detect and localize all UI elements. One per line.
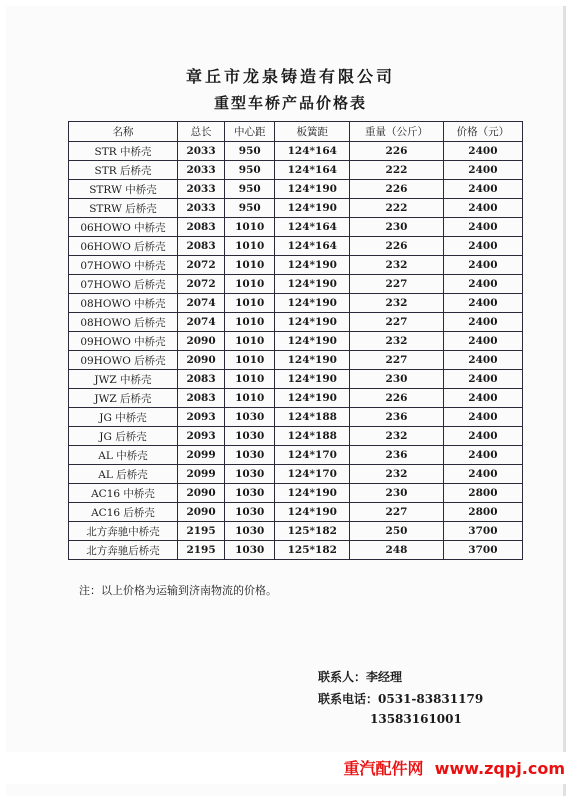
table-cell: 124*190 bbox=[275, 275, 350, 294]
table-cell: 124*164 bbox=[275, 237, 350, 256]
table-cell: 124*190 bbox=[275, 484, 350, 503]
table-cell: 2400 bbox=[443, 275, 522, 294]
table-cell: 2083 bbox=[178, 237, 225, 256]
table-cell: 2090 bbox=[178, 503, 225, 522]
price-note: 注：以上价格为运输到济南物流的价格。 bbox=[79, 584, 277, 597]
product-name-cell: 06HOWO 中桥壳 bbox=[69, 218, 178, 237]
table-cell: 2400 bbox=[443, 237, 522, 256]
column-header: 重量（公斤） bbox=[350, 122, 444, 142]
table-row bbox=[69, 275, 523, 294]
table-row bbox=[69, 199, 523, 218]
table-cell: 124*190 bbox=[275, 351, 350, 370]
table-cell: 2400 bbox=[443, 161, 522, 180]
table-cell: 124*164 bbox=[275, 218, 350, 237]
table-cell: 2400 bbox=[443, 294, 522, 313]
table-cell: 1030 bbox=[225, 446, 275, 465]
table-cell: 2072 bbox=[178, 275, 225, 294]
table-cell: 222 bbox=[350, 199, 444, 218]
table-cell: 2074 bbox=[178, 294, 225, 313]
table-cell: 232 bbox=[350, 332, 444, 351]
table-cell: 2400 bbox=[443, 427, 522, 446]
product-name-cell: 北方奔驰中桥壳 bbox=[69, 522, 178, 541]
company-name: 章丘市龙泉铸造有限公司 bbox=[185, 67, 395, 86]
table-cell: 3700 bbox=[443, 541, 522, 560]
table-cell: 950 bbox=[225, 161, 275, 180]
table-cell: 232 bbox=[350, 256, 444, 275]
table-cell: 222 bbox=[350, 161, 444, 180]
watermark-url: www.zqpj.com bbox=[434, 759, 565, 778]
table-cell: 124*164 bbox=[275, 142, 350, 161]
table-cell: 226 bbox=[350, 389, 444, 408]
table-row bbox=[69, 256, 523, 275]
table-cell: 2033 bbox=[178, 199, 225, 218]
table-cell: 2033 bbox=[178, 180, 225, 199]
product-name-cell: JWZ 后桥壳 bbox=[69, 389, 178, 408]
table-cell: 1010 bbox=[225, 313, 275, 332]
table-cell: 1030 bbox=[225, 484, 275, 503]
table-cell: 3700 bbox=[443, 522, 522, 541]
table-cell: 2400 bbox=[443, 142, 522, 161]
table-cell: 1010 bbox=[225, 256, 275, 275]
contact-mobile: 13583161001 bbox=[370, 712, 462, 726]
table-cell: 2090 bbox=[178, 351, 225, 370]
product-name-cell: 08HOWO 后桥壳 bbox=[69, 313, 178, 332]
watermark-bar bbox=[0, 752, 581, 784]
table-cell: 232 bbox=[350, 294, 444, 313]
table-cell: 2083 bbox=[178, 218, 225, 237]
table-row bbox=[69, 389, 523, 408]
table-cell: 124*190 bbox=[275, 370, 350, 389]
table-cell: 2083 bbox=[178, 370, 225, 389]
table-cell: 2400 bbox=[443, 351, 522, 370]
table-cell: 1010 bbox=[225, 370, 275, 389]
table-cell: 1030 bbox=[225, 541, 275, 560]
table-row bbox=[69, 503, 523, 522]
table-cell: 1010 bbox=[225, 294, 275, 313]
table-cell: 226 bbox=[350, 142, 444, 161]
table-cell: 2400 bbox=[443, 389, 522, 408]
product-name-cell: AC16 中桥壳 bbox=[69, 484, 178, 503]
table-cell: 1030 bbox=[225, 503, 275, 522]
table-cell: 124*190 bbox=[275, 180, 350, 199]
table-cell: 2400 bbox=[443, 218, 522, 237]
product-name-cell: 06HOWO 后桥壳 bbox=[69, 237, 178, 256]
table-row bbox=[69, 522, 523, 541]
product-name-cell: AL 中桥壳 bbox=[69, 446, 178, 465]
table-row bbox=[69, 180, 523, 199]
product-name-cell: STR 中桥壳 bbox=[69, 142, 178, 161]
table-cell: 2400 bbox=[443, 313, 522, 332]
table-cell: 950 bbox=[225, 180, 275, 199]
table-cell: 124*164 bbox=[275, 161, 350, 180]
table-cell: 2195 bbox=[178, 522, 225, 541]
table-row bbox=[69, 465, 523, 484]
table-cell: 1010 bbox=[225, 389, 275, 408]
table-row bbox=[69, 218, 523, 237]
product-name-cell: 07HOWO 后桥壳 bbox=[69, 275, 178, 294]
table-cell: 1010 bbox=[225, 332, 275, 351]
table-cell: 226 bbox=[350, 180, 444, 199]
table-row bbox=[69, 294, 523, 313]
table-cell: 1030 bbox=[225, 522, 275, 541]
table-cell: 1010 bbox=[225, 218, 275, 237]
column-header: 价格（元） bbox=[443, 122, 522, 142]
table-cell: 124*170 bbox=[275, 446, 350, 465]
table-cell: 124*170 bbox=[275, 465, 350, 484]
table-cell: 248 bbox=[350, 541, 444, 560]
table-row bbox=[69, 446, 523, 465]
product-name-cell: 08HOWO 中桥壳 bbox=[69, 294, 178, 313]
document-title: 重型车桥产品价格表 bbox=[213, 94, 367, 112]
product-name-cell: 北方奔驰后桥壳 bbox=[69, 541, 178, 560]
table-cell: 2093 bbox=[178, 427, 225, 446]
table-cell: 2090 bbox=[178, 332, 225, 351]
table-cell: 2033 bbox=[178, 161, 225, 180]
product-name-cell: STRW 后桥壳 bbox=[69, 199, 178, 218]
table-cell: 230 bbox=[350, 484, 444, 503]
table-cell: 2195 bbox=[178, 541, 225, 560]
table-cell: 124*190 bbox=[275, 332, 350, 351]
table-cell: 1010 bbox=[225, 237, 275, 256]
table-cell: 2099 bbox=[178, 446, 225, 465]
table-cell: 125*182 bbox=[275, 522, 350, 541]
table-cell: 1030 bbox=[225, 408, 275, 427]
table-row bbox=[69, 427, 523, 446]
table-row bbox=[69, 484, 523, 503]
table-cell: 2800 bbox=[443, 503, 522, 522]
table-cell: 124*190 bbox=[275, 256, 350, 275]
table-cell: 1030 bbox=[225, 465, 275, 484]
table-row bbox=[69, 161, 523, 180]
table-row bbox=[69, 237, 523, 256]
table-cell: 2400 bbox=[443, 180, 522, 199]
table-cell: 232 bbox=[350, 465, 444, 484]
table-cell: 2083 bbox=[178, 389, 225, 408]
contact-phone: 联系电话：0531-83831179 bbox=[318, 692, 484, 706]
table-cell: 124*190 bbox=[275, 294, 350, 313]
product-name-cell: AC16 后桥壳 bbox=[69, 503, 178, 522]
product-name-cell: JG 中桥壳 bbox=[69, 408, 178, 427]
table-cell: 236 bbox=[350, 408, 444, 427]
product-name-cell: JG 后桥壳 bbox=[69, 427, 178, 446]
table-cell: 2090 bbox=[178, 484, 225, 503]
product-name-cell: JWZ 中桥壳 bbox=[69, 370, 178, 389]
table-cell: 124*188 bbox=[275, 427, 350, 446]
table-cell: 230 bbox=[350, 218, 444, 237]
product-name-cell: STRW 中桥壳 bbox=[69, 180, 178, 199]
table-row bbox=[69, 370, 523, 389]
table-cell: 2074 bbox=[178, 313, 225, 332]
table-cell: 950 bbox=[225, 142, 275, 161]
table-cell: 227 bbox=[350, 275, 444, 294]
table-row bbox=[69, 142, 523, 161]
table-cell: 227 bbox=[350, 351, 444, 370]
price-table-body bbox=[69, 142, 523, 560]
table-cell: 2400 bbox=[443, 256, 522, 275]
contact-person: 联系人：李经理 bbox=[318, 670, 403, 684]
table-cell: 230 bbox=[350, 370, 444, 389]
table-cell: 1010 bbox=[225, 275, 275, 294]
table-cell: 236 bbox=[350, 446, 444, 465]
table-cell: 124*190 bbox=[275, 503, 350, 522]
table-cell: 232 bbox=[350, 427, 444, 446]
table-cell: 2033 bbox=[178, 142, 225, 161]
table-cell: 124*188 bbox=[275, 408, 350, 427]
table-cell: 1030 bbox=[225, 427, 275, 446]
table-row bbox=[69, 351, 523, 370]
table-cell: 2099 bbox=[178, 465, 225, 484]
table-cell: 125*182 bbox=[275, 541, 350, 560]
watermark-site-name: 重汽配件网 bbox=[343, 759, 424, 778]
column-header: 中心距 bbox=[225, 122, 275, 142]
table-cell: 2072 bbox=[178, 256, 225, 275]
table-cell: 250 bbox=[350, 522, 444, 541]
table-row bbox=[69, 313, 523, 332]
table-cell: 2400 bbox=[443, 370, 522, 389]
column-header: 名称 bbox=[69, 122, 178, 142]
table-header-row bbox=[69, 122, 523, 142]
price-table bbox=[68, 121, 523, 560]
table-cell: 2400 bbox=[443, 408, 522, 427]
product-name-cell: 09HOWO 后桥壳 bbox=[69, 351, 178, 370]
watermark-text bbox=[344, 756, 565, 779]
product-name-cell: STR 后桥壳 bbox=[69, 161, 178, 180]
product-name-cell: AL 后桥壳 bbox=[69, 465, 178, 484]
table-cell: 227 bbox=[350, 503, 444, 522]
table-cell: 2800 bbox=[443, 484, 522, 503]
table-row bbox=[69, 541, 523, 560]
product-name-cell: 09HOWO 中桥壳 bbox=[69, 332, 178, 351]
table-row bbox=[69, 408, 523, 427]
table-cell: 2400 bbox=[443, 332, 522, 351]
table-cell: 124*190 bbox=[275, 313, 350, 332]
table-cell: 124*190 bbox=[275, 199, 350, 218]
table-cell: 226 bbox=[350, 237, 444, 256]
table-cell: 124*190 bbox=[275, 389, 350, 408]
product-name-cell: 07HOWO 中桥壳 bbox=[69, 256, 178, 275]
column-header: 板簧距 bbox=[275, 122, 350, 142]
table-cell: 227 bbox=[350, 313, 444, 332]
table-row bbox=[69, 332, 523, 351]
table-cell: 2093 bbox=[178, 408, 225, 427]
table-cell: 1010 bbox=[225, 351, 275, 370]
column-header: 总长 bbox=[178, 122, 225, 142]
table-cell: 950 bbox=[225, 199, 275, 218]
table-cell: 2400 bbox=[443, 446, 522, 465]
table-cell: 2400 bbox=[443, 465, 522, 484]
table-cell: 2400 bbox=[443, 199, 522, 218]
